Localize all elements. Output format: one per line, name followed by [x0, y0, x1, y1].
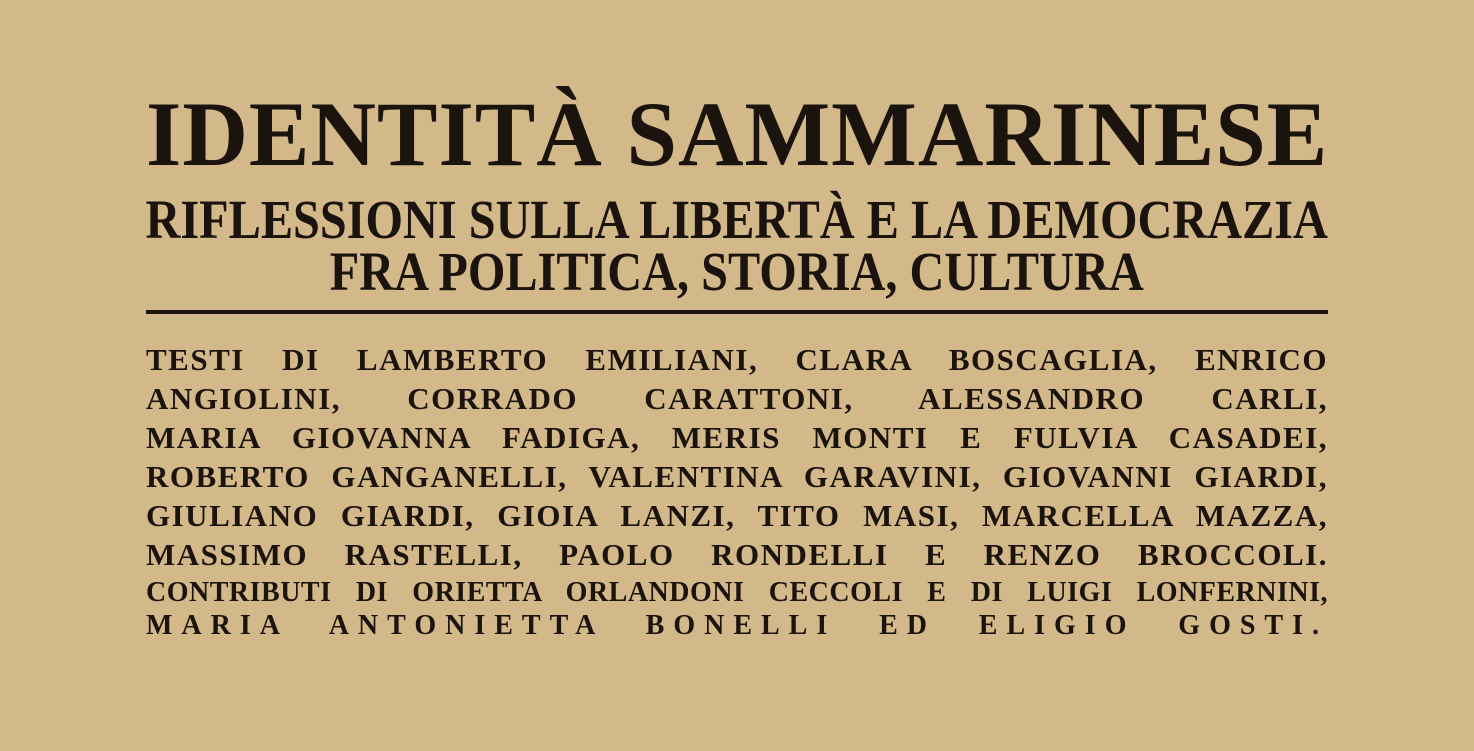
contributors-line-1: CONTRIBUTI DI ORIETTA ORLANDONI CECCOLI E DI LUIGI LONFERNINI,: [146, 577, 1328, 608]
cover-content: [146, 0, 1328, 642]
contributors-credits: [146, 576, 1328, 642]
credits-line-1: TESTI DI LAMBERTO EMILIANI, CLARA BOSCAGLIA, ENRICO: [146, 342, 1328, 377]
authors-credits: [146, 340, 1328, 574]
book-title: IDENTITÀ SAMMARINESE: [145, 83, 1329, 185]
credits-line-6: MASSIMO RASTELLI, PAOLO RONDELLI E RENZO BROCCOLI.: [146, 537, 1328, 572]
subtitle-line-2: FRA POLITICA, STORIA, CULTURA: [330, 241, 1144, 302]
credits-line-4: ROBERTO GANGANELLI, VALENTINA GARAVINI, GIOVANNI GIARDI,: [146, 459, 1328, 494]
contributors-line-2: MARIA ANTONIETTA BONELLI ED ELIGIO GOSTI.: [146, 610, 1328, 641]
book-subtitle: [145, 189, 1329, 302]
credits-line-3: MARIA GIOVANNA FADIGA, MERIS MONTI E FULVIA CASADEI,: [146, 420, 1328, 455]
credits-line-5: GIULIANO GIARDI, GIOIA LANZI, TITO MASI, MARCELLA MAZZA,: [146, 498, 1328, 533]
credits-line-2: ANGIOLINI, CORRADO CARATTONI, ALESSANDRO CARLI,: [146, 381, 1328, 416]
divider-rule: [146, 310, 1328, 314]
subtitle-line-1: RIFLESSIONI SULLA LIBERTÀ E LA DEMOCRAZIA: [145, 189, 1329, 250]
